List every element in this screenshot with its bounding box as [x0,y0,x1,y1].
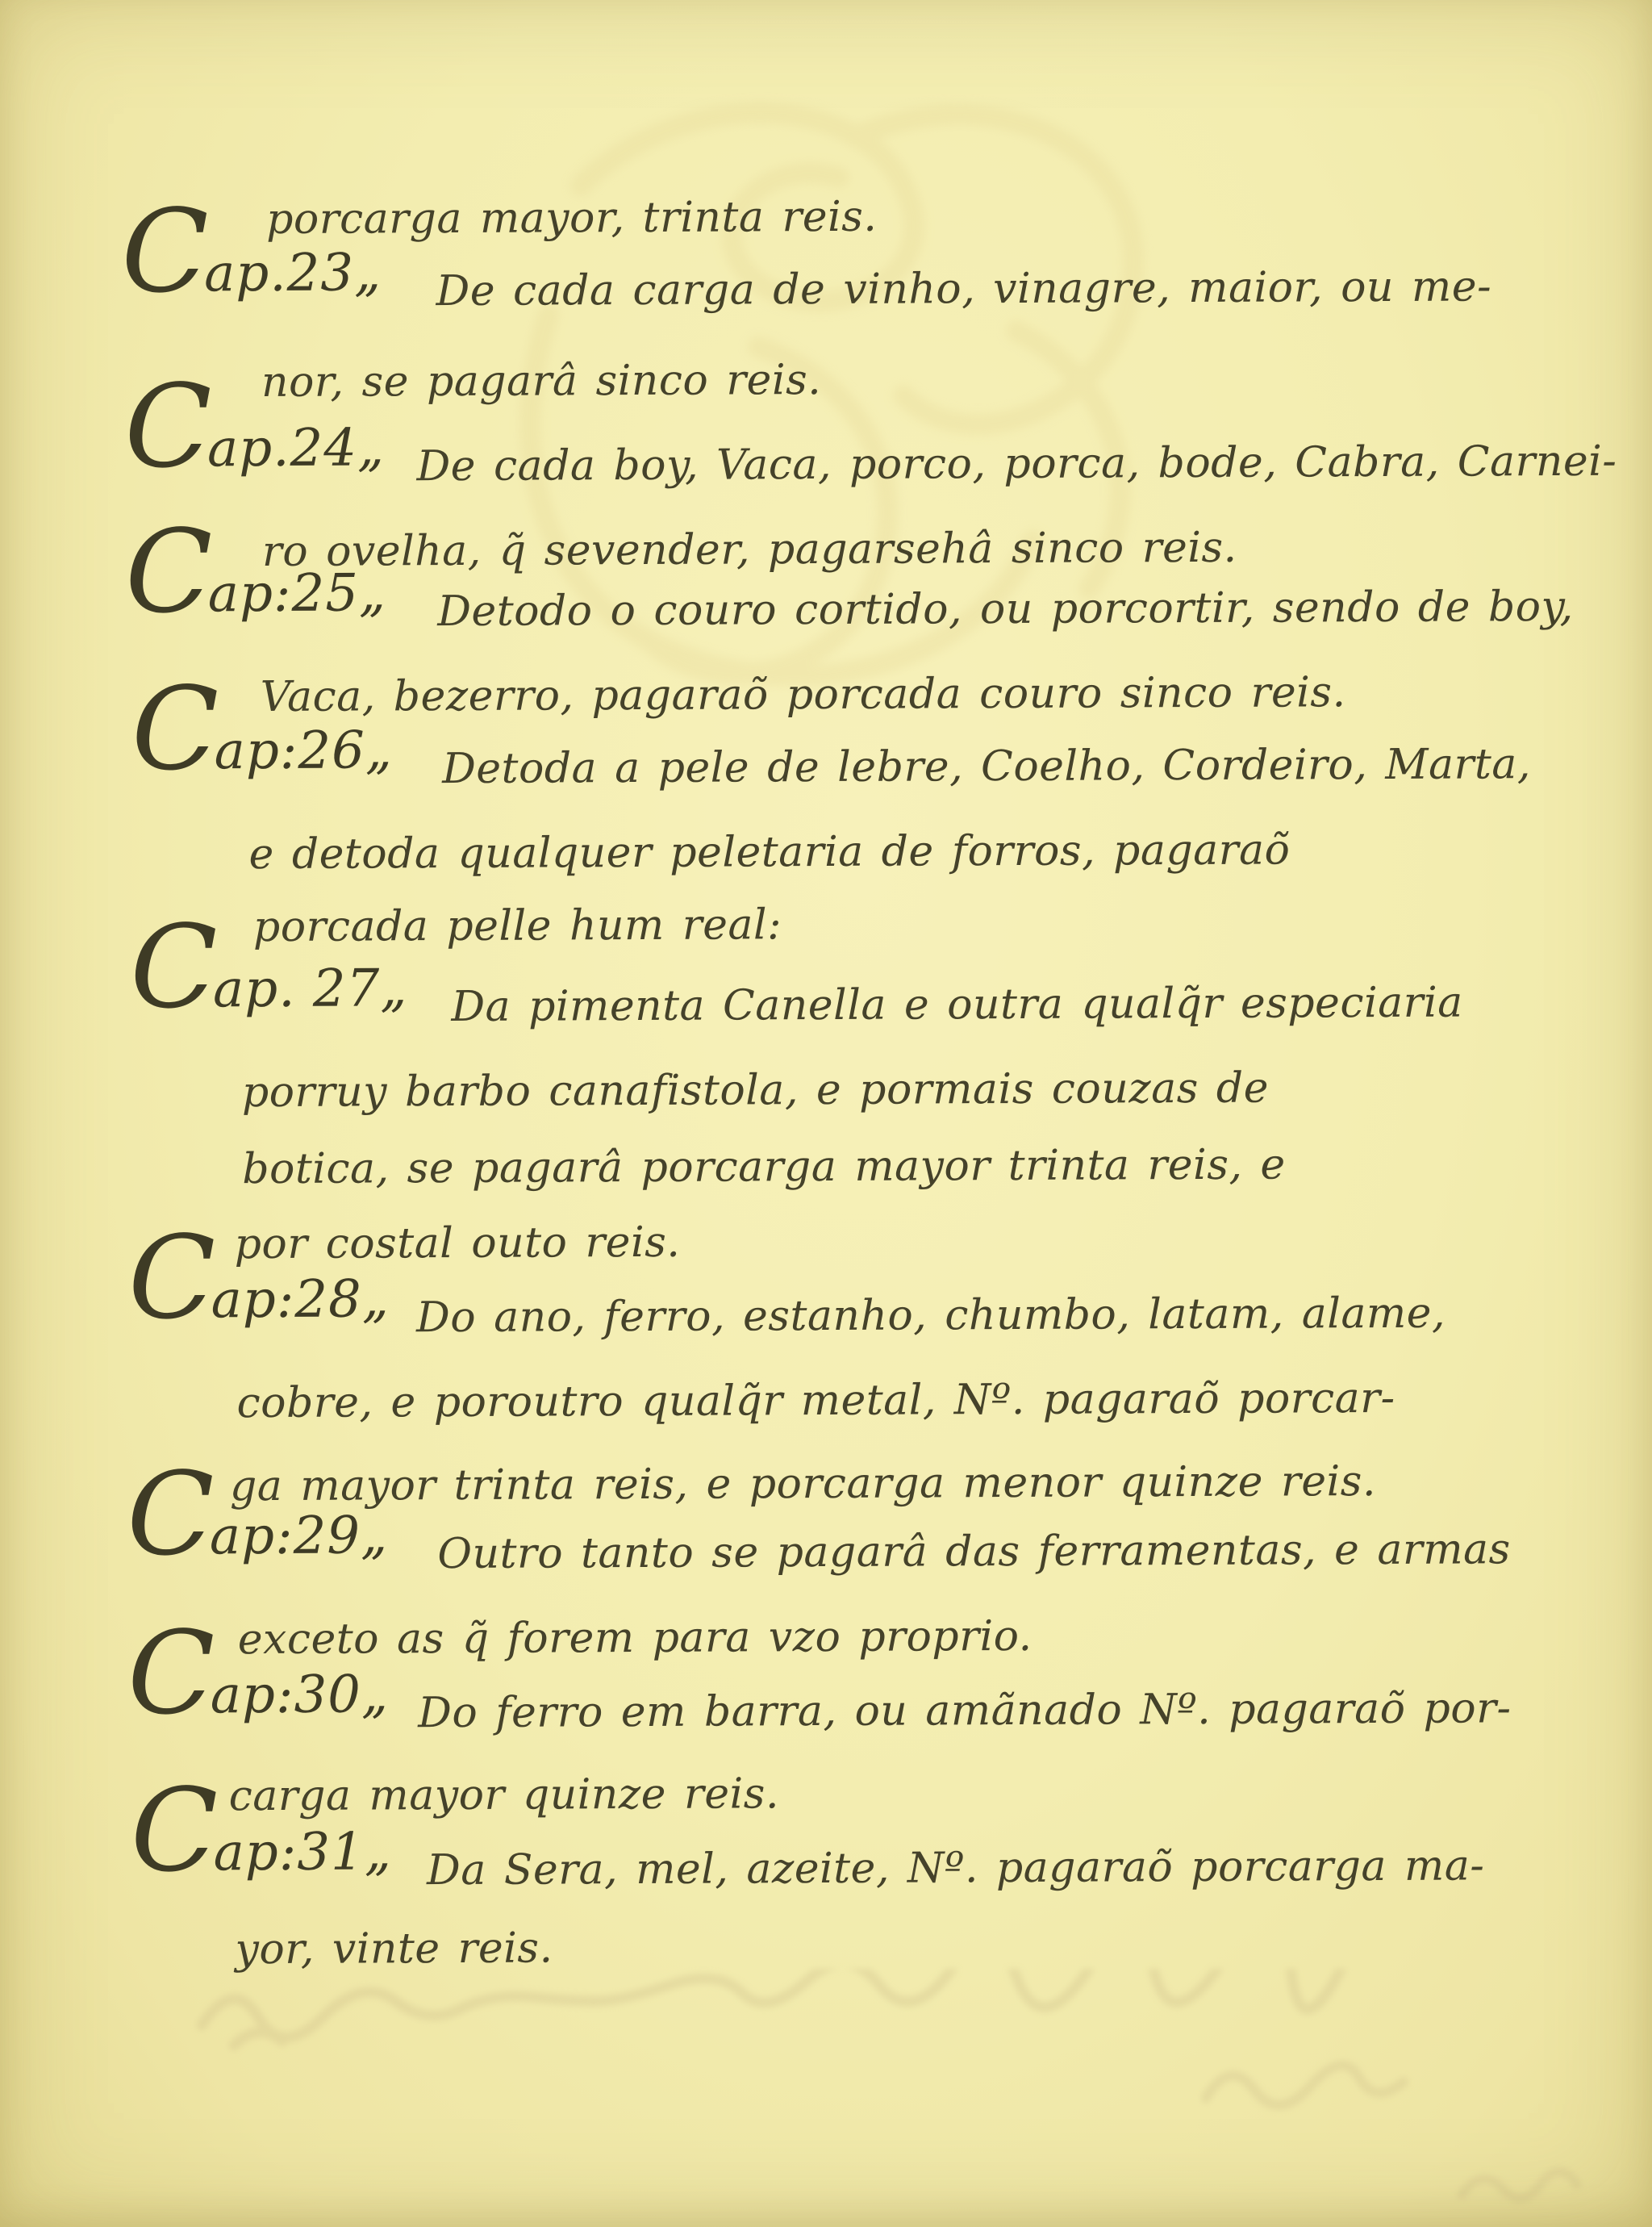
chapter-heading-26: Cap:26„ [131,662,394,796]
chapter-heading-29: Cap:29„ [126,1448,389,1581]
text-line: exceto as q̃ forem para vzo proprio. [237,1611,1032,1665]
chapter-heading-25: Cap:25„ [124,505,387,639]
text-line: Detoda a pele de lebre, Coelho, Cordeiro, Marta, [442,740,1531,794]
text-line: De cada boy, Vaca, porco, porca, bode, Cabra, Carnei- [416,437,1617,491]
text-line: ro ovelha, q̃ sevender, pagarsehâ sinco reis. [261,523,1237,577]
chapter-heading-24: Cap.24„ [123,360,386,494]
text-line: Detodo o couro cortido, ou porcortir, sendo de boy, [437,582,1574,637]
chapter-heading-27: Cap. 27„ [129,900,408,1034]
text-line: carga mayor quinze reis. [228,1769,780,1821]
text-line: porruy barbo canafistola, e pormais couzas de [241,1063,1270,1118]
text-line: Vaca, bezerro, pagaraõ porcada couro sinco reis. [260,668,1346,722]
text-line: yor, vinte reis. [235,1924,553,1974]
chapter-heading-30: Cap:30„ [127,1607,390,1740]
text-line: cobre, e poroutro qualq̃r metal, Nº. pagaraõ porcar- [236,1373,1395,1428]
text-line: botica, se pagarâ porcarga mayor trinta reis, e [242,1140,1286,1194]
text-line: Outro tanto se pagarâ das ferramentas, e armas [437,1525,1511,1579]
chapter-heading-31: Cap:31„ [130,1764,393,1898]
text-line: nor, se pagarâ sinco reis. [261,356,822,407]
continuation-line: porcarga mayor, trinta reis. [266,192,878,244]
text-line: De cada carga de vinho, vinagre, maior, ou me- [436,262,1492,316]
text-line: Da pimenta Canella e outra qualq̃r especiaria [451,978,1463,1032]
chapter-heading-23: Cap.23„ [120,185,382,319]
text-line: Do ano, ferro, estanho, chumbo, latam, alame, [415,1289,1446,1343]
text-line: Da Sera, mel, azeite, Nº. pagaraõ porcarga ma- [426,1841,1485,1895]
text-line: por costal outo reis. [234,1218,681,1269]
chapter-heading-28: Cap:28„ [127,1211,390,1345]
text-line: porcada pelle hum real: [252,900,782,952]
text-line: ga mayor trinta reis, e porcarga menor quinze reis. [229,1457,1377,1511]
text-line: Do ferro em barra, ou amãnado Nº. pagaraõ por- [418,1684,1512,1738]
text-line: e detoda qualquer peletaria de forros, pagaraõ [248,825,1291,880]
